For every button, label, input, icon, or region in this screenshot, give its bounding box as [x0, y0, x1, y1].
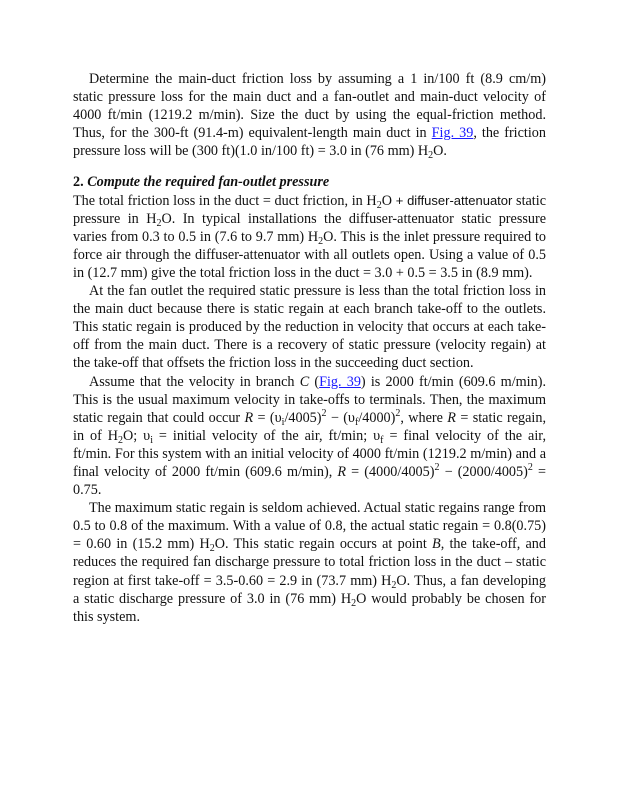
subscript: 2 [428, 150, 434, 162]
text: /4000) [358, 409, 396, 426]
text: ) is 2000 ft/min (609.6 m/min). This is the usual maximum velocity in take-offs to terminals. Then, the maximum static regain that could occur [73, 373, 546, 426]
figure-link[interactable]: Fig. 39 [319, 373, 361, 390]
variable: R [337, 463, 347, 480]
subscript: 2 [318, 235, 324, 247]
text: , the friction pressure loss will be (300 ft)(1.0 in/100 ft) = 3.0 in (76 mm) H [73, 125, 546, 160]
step-title: Compute the required fan-outlet pressure [87, 174, 330, 191]
text: The total friction loss in the duct = duct friction, in H [73, 192, 377, 209]
paragraph-actual-regain [73, 499, 546, 626]
text: = final velocity of the air, ft/min. For this system with an initial velocity of 4000 ft/min (1219.2 m/min) and a final velocity of 2000 ft/min (609.6 m/min), [73, 427, 546, 480]
subscript: 2 [118, 434, 124, 446]
text: O. This is the inlet pressure required to force air through the diffuser-attenuator with all outlets open. Using a value of 0.5 in (12.7 mm) give the total friction loss in the duct = 3.0 + 0.5 = 3.5 in (8.9 mm). [73, 228, 546, 281]
superscript: 2 [395, 407, 401, 419]
subscript: 2 [391, 579, 397, 591]
text: , the take-off, and reduces the required fan discharge pressure to total friction loss in the duct – static region at first take-off = 3.5-0.60 = 2.9 in (73.7 mm) H [73, 536, 546, 589]
superscript: 2 [434, 461, 440, 473]
text: − (υ [326, 409, 355, 426]
text: /4005) [284, 409, 322, 426]
text: − (2000/4005) [439, 463, 528, 480]
subscript: i [150, 434, 153, 446]
subscript: f [380, 434, 384, 446]
superscript: 2 [527, 461, 533, 473]
text: O; υ [123, 427, 151, 444]
text: static pressure in H [73, 192, 546, 227]
variable: R [244, 409, 254, 426]
text: Assume that the velocity in branch [89, 373, 300, 390]
variable: B [432, 536, 441, 553]
subscript: i [281, 416, 285, 428]
subscript: f [354, 416, 359, 428]
text: O. This static regain occurs at point [214, 536, 433, 553]
text: The maximum static regain is seldom achieved. Actual static regains range from 0.5 to 0.8 of the maximum. With a value of 0.8, the actual static regain = 0.8(0.75) = 0.60 in (15.2 mm) H [73, 500, 546, 553]
text: Determine the main-duct friction loss by assuming a 1 in/100 ft (8.9 cm/m) static pressure loss for the main duct and a fan-outlet and main-duct velocity of 4000 ft/min (1219.2 m/min). Size the duct by using the equal-friction method. Thus, for the 300-ft (91.4-m) equivalent-length main duct in [73, 71, 546, 142]
paragraph-main-duct-friction [73, 70, 546, 160]
text: O. In typical installations the diffuser-attenuator static pressure varies from 0.3 to 0.5 in (7.6 to 9.7 mm) H [73, 210, 546, 245]
subscript: 2 [156, 217, 162, 229]
text: = (4000/4005) [346, 463, 435, 480]
section-heading [73, 173, 546, 191]
subscript: 2 [351, 597, 357, 609]
subscript: 2 [376, 199, 382, 211]
step-number: 2. [73, 174, 88, 191]
text: ( [309, 373, 320, 390]
document-page [73, 70, 546, 626]
text: O would probably be chosen for this system. [73, 590, 547, 625]
variable: C [299, 373, 310, 390]
spacer [73, 160, 546, 173]
text: = initial velocity of the air, ft/min; υ [152, 427, 381, 444]
superscript: 2 [321, 407, 327, 419]
text: + diffuser-attenuator [391, 192, 513, 208]
text: O. [433, 143, 447, 160]
text: = static regain, in of H [73, 409, 546, 444]
subscript: 2 [209, 543, 215, 555]
text: At the fan outlet the required static pressure is less than the total friction loss in the main duct because there is static regain at each branch take-off to the outlets. This static regain is produced by the reduction in velocity that occurs at each take-off from the main duct. There is a recovery of static pressure (velocity regain) at the take-off that offsets the friction loss in the succeeding duct section. [73, 283, 546, 372]
variable: R [447, 409, 456, 426]
text: O [381, 192, 392, 209]
paragraph-static-regain [73, 282, 546, 372]
paragraph-velocity-branch [73, 373, 546, 500]
paragraph-total-friction [73, 192, 546, 282]
text: = (υ [253, 409, 282, 426]
figure-link[interactable]: Fig. 39 [431, 125, 474, 142]
text: O. Thus, a fan developing a static discharge pressure of 3.0 in (76 mm) H [73, 572, 546, 607]
text: = 0.75. [73, 463, 546, 499]
text: , where [400, 409, 448, 426]
